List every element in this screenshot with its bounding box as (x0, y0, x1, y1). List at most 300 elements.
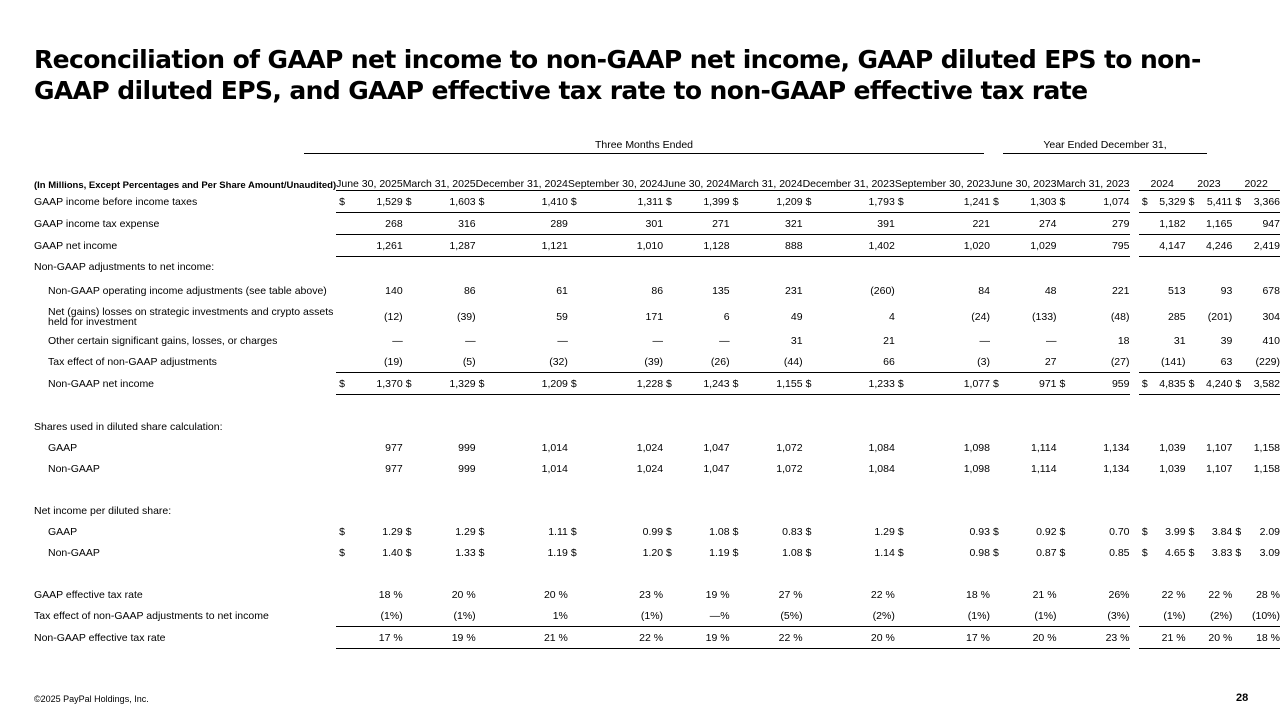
value-cell (730, 437, 803, 458)
value-text: (24) (971, 311, 990, 323)
value-cell (1057, 521, 1130, 542)
value-text: (3%) (1107, 609, 1130, 622)
dollar-sign: $ (1059, 195, 1066, 208)
value-cell (1057, 278, 1130, 304)
value-cell (1186, 584, 1233, 605)
value-cell (803, 542, 895, 563)
value-cell (1232, 437, 1280, 458)
value-text: 18 % (966, 588, 990, 601)
value-text: 1% (552, 609, 568, 622)
dollar-sign: $ (339, 377, 345, 390)
value-text: 28 % (1256, 588, 1280, 601)
value-text: (260) (870, 285, 895, 297)
dollar-sign: $ (478, 546, 485, 559)
value-text: 1,107 (1206, 462, 1233, 475)
table-row (34, 584, 1280, 605)
value-cell (403, 257, 476, 279)
value-cell (990, 191, 1057, 213)
value-cell (476, 191, 568, 213)
value-cell (730, 416, 803, 437)
column-header: 2024 (1139, 154, 1186, 191)
value-cell (1186, 500, 1233, 521)
value-text: 1,303 (1030, 195, 1057, 208)
row-label: Non-GAAP effective tax rate (34, 631, 166, 644)
value-text: 0.92 (1036, 525, 1057, 538)
value-cell (803, 437, 895, 458)
table-row (34, 373, 1280, 395)
row-label: GAAP (48, 441, 78, 454)
value-cell (403, 605, 476, 627)
value-text: — (1046, 334, 1057, 347)
value-cell (663, 278, 730, 304)
value-text: (141) (1161, 355, 1186, 368)
spacer-row (34, 563, 1280, 584)
dollar-sign: $ (1059, 546, 1066, 559)
value-cell (990, 235, 1057, 257)
value-text: (10%) (1251, 609, 1280, 622)
value-text: 1,370 (376, 377, 403, 390)
column-gap (1130, 330, 1139, 351)
value-cell (1057, 605, 1130, 627)
value-text: 1,014 (541, 441, 568, 454)
value-cell (1057, 627, 1130, 649)
value-text: 1,121 (541, 239, 568, 252)
value-text: 4 (888, 311, 895, 323)
value-text: (1%) (1034, 609, 1057, 622)
value-text: 1,077 (963, 377, 990, 390)
value-cell (663, 235, 730, 257)
value-cell (990, 521, 1057, 542)
value-cell (663, 542, 730, 563)
value-text: 1,410 (541, 195, 568, 208)
column-gap (1130, 154, 1139, 191)
dollar-sign: $ (897, 377, 904, 390)
value-text: 391 (877, 217, 895, 230)
column-gap (1130, 605, 1139, 627)
value-cell (990, 330, 1057, 351)
value-cell (1057, 500, 1130, 521)
value-text: (19) (384, 355, 403, 368)
value-cell (730, 605, 803, 627)
value-text: 0.93 (969, 525, 990, 538)
value-text: (12) (384, 311, 403, 323)
value-text: 140 (385, 285, 403, 297)
value-cell (1186, 351, 1233, 373)
value-text: 1.40 (382, 546, 403, 559)
value-cell (663, 373, 730, 395)
value-cell (336, 416, 403, 437)
value-text: 0.83 (782, 525, 803, 538)
value-text: 19 % (705, 631, 730, 644)
value-cell (336, 605, 403, 627)
value-text: 1,261 (376, 239, 403, 252)
table-row (34, 458, 1280, 479)
value-text: (26) (710, 355, 730, 368)
value-cell (895, 521, 990, 542)
value-cell (1057, 437, 1130, 458)
value-text: 1,047 (703, 462, 730, 475)
value-cell (476, 605, 568, 627)
value-text: 1.14 (874, 546, 895, 559)
value-cell (990, 500, 1057, 521)
value-cell (403, 521, 476, 542)
value-cell (403, 213, 476, 235)
value-text: — (652, 334, 664, 347)
value-cell (1057, 191, 1130, 213)
value-cell (336, 584, 403, 605)
column-header: September 30, 2023 (895, 154, 990, 191)
table-row (34, 257, 1280, 279)
value-text: 971 (1039, 377, 1057, 390)
column-gap (1130, 458, 1139, 479)
value-text: 20 % (1032, 631, 1057, 644)
dollar-sign: $ (1141, 195, 1148, 208)
value-cell (895, 500, 990, 521)
value-text: 304 (1262, 311, 1280, 323)
value-text: 18 % (378, 588, 403, 601)
value-text: 21 % (543, 631, 568, 644)
column-gap (1130, 416, 1139, 437)
value-cell (730, 627, 803, 649)
dollar-sign: $ (666, 546, 672, 559)
row-label: GAAP effective tax rate (34, 588, 143, 601)
value-text: 27 (1044, 355, 1057, 368)
value-cell (403, 351, 476, 373)
value-text: 1.29 (382, 525, 403, 538)
dollar-sign: $ (805, 195, 812, 208)
value-text: 1,603 (449, 195, 476, 208)
table-row (34, 304, 1280, 330)
value-text: 1,311 (637, 195, 664, 208)
value-text: 221 (972, 217, 990, 230)
value-cell (568, 542, 663, 563)
dollar-sign: $ (1059, 377, 1066, 390)
value-cell (990, 304, 1057, 330)
value-cell (663, 605, 730, 627)
value-text: 4,246 (1206, 239, 1233, 252)
copyright-footer: ©2025 PayPal Holdings, Inc. (34, 694, 149, 704)
value-cell (568, 257, 663, 279)
value-text: 1,039 (1159, 441, 1186, 454)
value-text: (3) (977, 355, 990, 368)
reconciliation-table (34, 154, 1280, 649)
row-label: GAAP (48, 525, 78, 538)
value-cell (1232, 373, 1280, 395)
value-cell (1186, 330, 1233, 351)
column-header-row (34, 154, 1280, 191)
value-cell (1232, 278, 1280, 304)
dollar-sign: $ (1235, 546, 1242, 559)
value-cell (663, 351, 730, 373)
value-cell (403, 191, 476, 213)
value-cell (403, 416, 476, 437)
value-cell (336, 304, 403, 330)
value-text: 795 (1111, 239, 1130, 252)
value-cell (476, 373, 568, 395)
value-text: (27) (1110, 355, 1130, 368)
value-cell (336, 213, 403, 235)
value-cell (1232, 500, 1280, 521)
row-label: GAAP income tax expense (34, 217, 160, 230)
column-gap (1130, 278, 1139, 304)
value-cell (895, 351, 990, 373)
value-text: 1.19 (547, 546, 568, 559)
value-text: 3.84 (1211, 525, 1233, 538)
column-gap (1130, 500, 1139, 521)
value-cell (403, 500, 476, 521)
value-text: 93 (1220, 285, 1233, 297)
value-cell (1232, 542, 1280, 563)
value-text: 513 (1168, 285, 1186, 297)
column-header: December 31, 2023 (803, 154, 895, 191)
column-header: June 30, 2023 (990, 154, 1057, 191)
value-text: (2%) (872, 609, 895, 622)
value-text: 48 (1044, 285, 1057, 297)
value-text: 999 (458, 462, 476, 475)
spacer-row (34, 395, 1280, 417)
table-row (34, 437, 1280, 458)
value-cell (803, 213, 895, 235)
value-cell (476, 278, 568, 304)
table-row (34, 351, 1280, 373)
value-text: 1.33 (455, 546, 476, 559)
value-cell (403, 235, 476, 257)
value-cell (895, 373, 990, 395)
dollar-sign: $ (405, 377, 412, 390)
dollar-sign: $ (897, 525, 904, 538)
row-label: Net income per diluted share: (34, 504, 172, 517)
value-cell (403, 542, 476, 563)
value-cell (336, 373, 403, 395)
value-text: 84 (978, 285, 990, 297)
value-cell (730, 213, 803, 235)
value-cell (403, 330, 476, 351)
value-cell (568, 213, 663, 235)
value-cell (663, 458, 730, 479)
table-row (34, 500, 1280, 521)
value-text: 1,158 (1253, 462, 1280, 475)
value-cell (336, 627, 403, 649)
value-text: 1,209 (541, 377, 568, 390)
value-cell (476, 257, 568, 279)
value-cell (663, 416, 730, 437)
row-label: Tax effect of non-GAAP adjustments to net income (34, 609, 269, 622)
value-text: 3,582 (1253, 377, 1280, 390)
value-cell (1057, 373, 1130, 395)
value-text: 22 % (870, 588, 895, 601)
value-text: 4,240 (1206, 377, 1233, 390)
value-text: 1,029 (1030, 239, 1057, 252)
dollar-sign: $ (666, 195, 672, 208)
value-cell (336, 257, 403, 279)
value-cell (1186, 521, 1233, 542)
column-header: June 30, 2024 (663, 154, 730, 191)
column-header: September 30, 2024 (568, 154, 663, 191)
value-text: 1.08 (709, 525, 730, 538)
row-label: Tax effect of non-GAAP adjustments (48, 355, 217, 368)
value-text: — (465, 334, 476, 347)
dollar-sign: $ (805, 377, 812, 390)
column-gap (1130, 257, 1139, 279)
dollar-sign: $ (339, 525, 345, 538)
value-text: 1,114 (1031, 441, 1057, 454)
dollar-sign: $ (666, 377, 672, 390)
value-cell (895, 278, 990, 304)
table-row (34, 278, 1280, 304)
value-text: 3.83 (1211, 546, 1233, 559)
value-text: 1.19 (709, 546, 730, 559)
value-text: 18 (1117, 334, 1130, 347)
value-cell (1232, 235, 1280, 257)
value-text: 279 (1111, 217, 1130, 230)
value-text: 0.99 (642, 525, 664, 538)
value-text: 1,243 (703, 377, 730, 390)
value-text: 27 % (778, 588, 803, 601)
value-text: 6 (723, 311, 730, 323)
value-cell (476, 235, 568, 257)
value-cell (730, 458, 803, 479)
value-cell (1232, 416, 1280, 437)
value-cell (803, 458, 895, 479)
value-cell (1139, 500, 1186, 521)
table-row (34, 605, 1280, 627)
dollar-sign: $ (992, 377, 999, 390)
value-cell (1139, 416, 1186, 437)
value-cell (403, 278, 476, 304)
value-text: 1,114 (1031, 462, 1057, 475)
value-text: 947 (1262, 217, 1280, 230)
value-text: 888 (785, 239, 803, 252)
value-text: (1%) (640, 609, 664, 622)
value-text: 1,329 (449, 377, 476, 390)
value-cell (1057, 542, 1130, 563)
value-text: (5) (462, 355, 476, 368)
value-cell (1057, 304, 1130, 330)
dollar-sign: $ (732, 546, 739, 559)
value-text: (5%) (780, 609, 803, 622)
year-ended-header: Year Ended December 31, (1043, 139, 1167, 151)
value-text: 0.70 (1109, 525, 1130, 538)
value-cell (663, 304, 730, 330)
value-cell (568, 437, 663, 458)
value-cell (336, 278, 403, 304)
value-text: (1%) (380, 609, 403, 622)
value-text: 23 % (639, 588, 664, 601)
value-text: 1,072 (776, 441, 803, 454)
value-cell (1186, 304, 1233, 330)
value-cell (895, 627, 990, 649)
value-text: (1%) (453, 609, 476, 622)
value-text: 1,287 (449, 239, 476, 252)
column-gap (1130, 213, 1139, 235)
value-cell (803, 627, 895, 649)
value-cell (568, 330, 663, 351)
value-text: 1,084 (868, 441, 895, 454)
value-text: 59 (556, 311, 568, 323)
value-text: 1,155 (776, 377, 803, 390)
value-cell (730, 500, 803, 521)
value-cell (568, 235, 663, 257)
value-cell (403, 304, 476, 330)
column-header: 2022 (1232, 154, 1280, 191)
value-cell (663, 437, 730, 458)
dollar-sign: $ (805, 525, 812, 538)
value-cell (803, 373, 895, 395)
value-cell (1186, 257, 1233, 279)
value-text: 1,010 (636, 239, 664, 252)
table-row (34, 330, 1280, 351)
value-cell (730, 351, 803, 373)
value-text: 1,134 (1103, 462, 1130, 475)
column-header: December 31, 2024 (476, 154, 568, 191)
value-text: 21 (883, 334, 895, 347)
row-label: Net (gains) losses on strategic investments and crypto assets held for investment (48, 306, 334, 328)
value-cell (663, 521, 730, 542)
value-text: 1,014 (541, 462, 568, 475)
value-cell (1139, 213, 1186, 235)
value-text: 1,020 (963, 239, 990, 252)
value-text: 61 (556, 285, 568, 297)
value-cell (568, 521, 663, 542)
dollar-sign: $ (992, 195, 999, 208)
dollar-sign: $ (1235, 195, 1242, 208)
value-cell (1186, 458, 1233, 479)
value-text: 86 (463, 285, 476, 297)
dollar-sign: $ (478, 525, 485, 538)
dollar-sign: $ (405, 195, 412, 208)
value-cell (568, 351, 663, 373)
value-text: 0.98 (969, 546, 990, 559)
value-text: 1,128 (703, 239, 730, 252)
value-cell (1232, 351, 1280, 373)
dollar-sign: $ (570, 377, 577, 390)
value-cell (1186, 437, 1233, 458)
value-cell (568, 584, 663, 605)
value-cell (990, 458, 1057, 479)
value-text: 20 % (870, 631, 895, 644)
value-text: 316 (458, 217, 476, 230)
column-gap (1130, 351, 1139, 373)
value-cell (1186, 373, 1233, 395)
dollar-sign: $ (339, 546, 345, 559)
value-cell (730, 235, 803, 257)
value-cell (476, 304, 568, 330)
value-cell (1232, 330, 1280, 351)
value-text: 1,233 (868, 377, 895, 390)
value-text: 22 % (639, 631, 664, 644)
value-cell (336, 521, 403, 542)
value-text: 22 % (1208, 588, 1233, 601)
value-cell (895, 584, 990, 605)
value-cell (730, 584, 803, 605)
value-text: 39 (1220, 334, 1233, 347)
value-cell (476, 542, 568, 563)
column-gap (1130, 627, 1139, 649)
value-text: 1.29 (874, 525, 895, 538)
value-cell (476, 351, 568, 373)
value-cell (803, 330, 895, 351)
value-cell (990, 416, 1057, 437)
value-text: — (979, 334, 990, 347)
value-text: 18 % (1256, 631, 1280, 644)
dollar-sign: $ (732, 377, 739, 390)
value-cell (895, 416, 990, 437)
value-text: 21 % (1161, 631, 1186, 644)
value-cell (1232, 257, 1280, 279)
value-cell (1232, 213, 1280, 235)
value-text: 5,329 (1159, 195, 1186, 208)
row-label: Non-GAAP operating income adjustments (see table above) (48, 285, 327, 297)
